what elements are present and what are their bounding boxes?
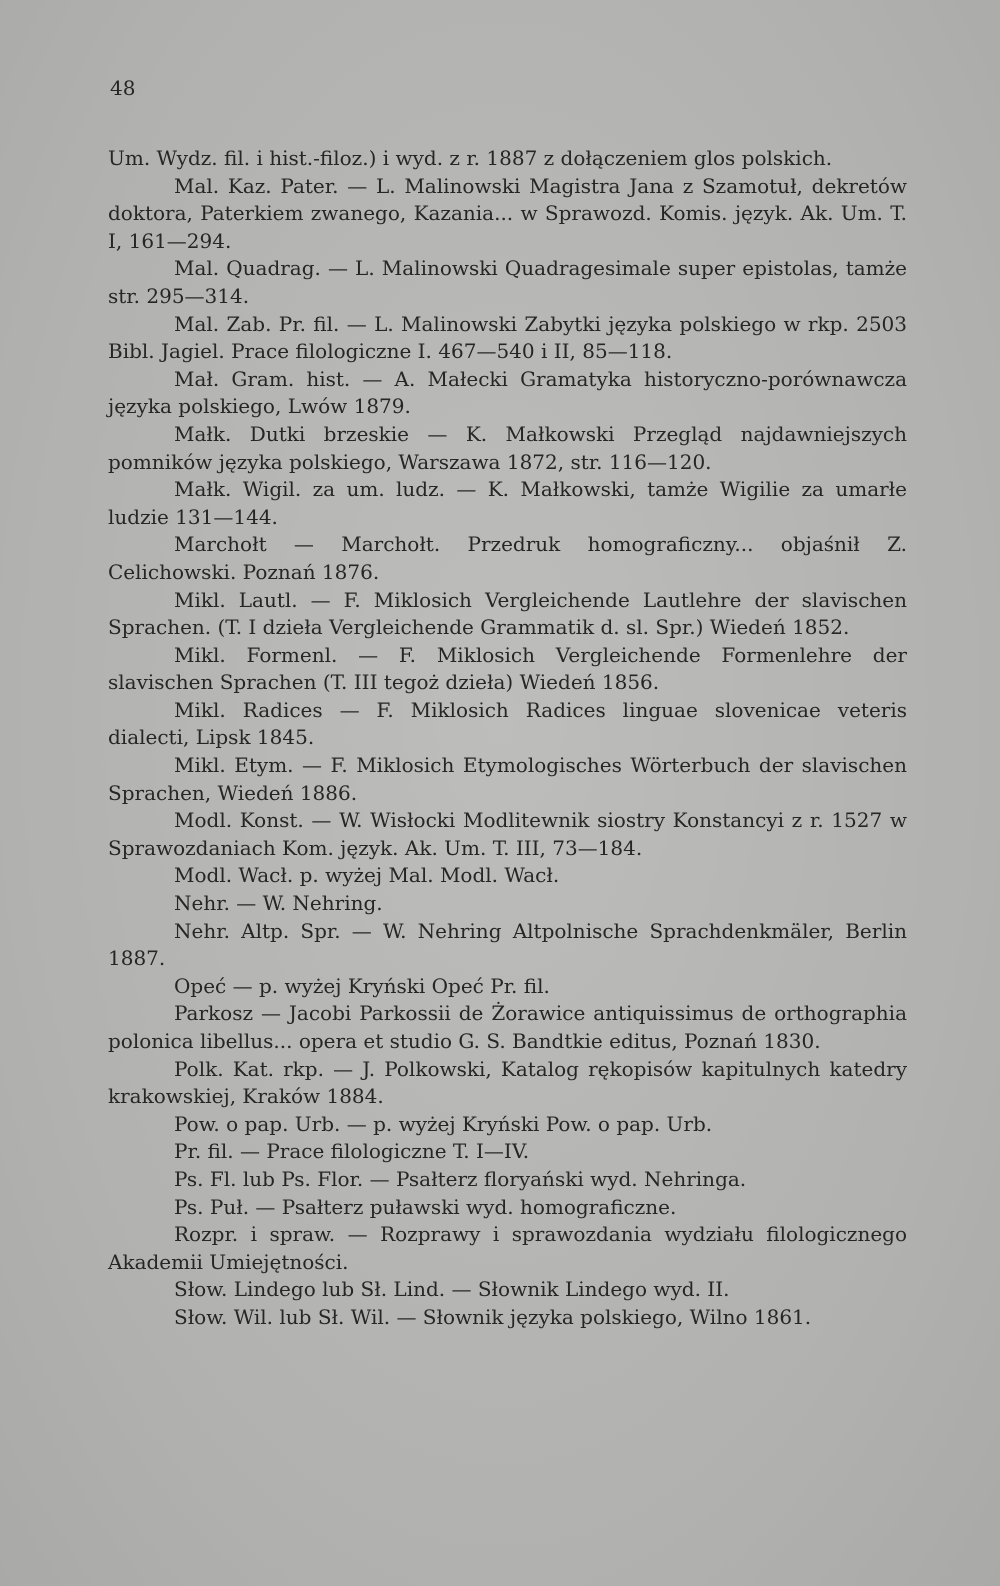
abbreviation-list bbox=[108, 145, 907, 1332]
list-entry: Marchołt — Marchołt. Przedruk homograficzny... objaśnił Z. Celichowski. Poznań 1876. bbox=[108, 532, 907, 584]
list-entry: Pr. fil. — Prace filologiczne T. I—IV. bbox=[174, 1139, 530, 1164]
list-entry: Mikl. Etym. — F. Miklosich Etymologisches Wörterbuch der slavischen Sprachen, Wiedeń 1886. bbox=[108, 753, 907, 805]
list-entry: Słow. Lindego lub Sł. Lind. — Słownik Lindego wyd. II. bbox=[174, 1277, 730, 1302]
list-entry: Ps. Puł. — Psałterz puławski wyd. homograficzne. bbox=[174, 1194, 677, 1219]
list-entry: Małk. Dutki brzeskie — K. Małkowski Przegląd najdawniejszych pomników języka polskiego, Warszawa 1872, str. 116—120. bbox=[108, 421, 907, 474]
list-entry: Opeć — p. wyżej Kryński Opeć Pr. fil. bbox=[174, 973, 550, 998]
list-entry: Modl. Wacł. p. wyżej Mal. Modl. Wacł. bbox=[174, 863, 560, 888]
list-entry: Nehr. — W. Nehring. bbox=[174, 891, 383, 916]
list-entry: Słow. Wil. lub Sł. Wil. — Słownik języka polskiego, Wilno 1861. bbox=[174, 1304, 812, 1329]
list-entry: Parkosz — Jacobi Parkossii de Żorawice antiquissimus de orthographia polonica libellus... opera et studio G. S. Bandtkie editus, Poznań 1830. bbox=[108, 1001, 907, 1053]
list-entry: Um. Wydz. fil. i hist.-filoz.) i wyd. z r. 1887 z dołączeniem glos polskich. bbox=[108, 146, 833, 170]
list-entry: Mal. Zab. Pr. fil. — L. Malinowski Zabytki języka polskiego w rkp. 2503 Bibl. Jagiel. Prace filologiczne I. 467—540 i II, 85—118. bbox=[108, 311, 907, 364]
list-entry: Modl. Konst. — W. Wisłocki Modlitewnik siostry Konstancyi z r. 1527 w Sprawozdaniach Kom. język. Ak. Um. T. III, 73—184. bbox=[108, 808, 907, 860]
list-entry: Polk. Kat. rkp. — J. Polkowski, Katalog rękopisów kapitulnych katedry krakowskiej, Kraków 1884. bbox=[108, 1056, 907, 1109]
page-number: 48 bbox=[110, 76, 136, 100]
list-entry: Pow. o pap. Urb. — p. wyżej Kryński Pow. o pap. Urb. bbox=[174, 1111, 713, 1136]
list-entry: Mikl. Formenl. — F. Miklosich Vergleichende Formenlehre der slavischen Sprachen (T. III tegoż dzieła) Wiedeń 1856. bbox=[108, 642, 907, 695]
list-entry: Mal. Quadrag. — L. Malinowski Quadragesimale super epistolas, tamże str. 295—314. bbox=[108, 256, 907, 308]
list-entry: Nehr. Altp. Spr. — W. Nehring Altpolnische Sprachdenkmäler, Berlin 1887. bbox=[108, 918, 907, 971]
list-entry: Mał. Gram. hist. — A. Małecki Gramatyka historyczno-porównawcza języka polskiego, Lwów 1879. bbox=[108, 366, 907, 419]
list-entry: Ps. Fl. lub Ps. Flor. — Psałterz floryański wyd. Nehringa. bbox=[174, 1166, 747, 1191]
list-entry: Mikl. Radices — F. Miklosich Radices linguae slovenicae veteris dialecti, Lipsk 1845. bbox=[108, 697, 907, 750]
list-entry: Mikl. Lautl. — F. Miklosich Vergleichende Lautlehre der slavischen Sprachen. (T. I dzieła Vergleichende Grammatik d. sl. Spr.) Wiedeń 1852. bbox=[108, 587, 907, 640]
list-entry: Małk. Wigil. za um. ludz. — K. Małkowski, tamże Wigilie za umarłe ludzie 131—144. bbox=[108, 477, 907, 529]
list-entry: Mal. Kaz. Pater. — L. Malinowski Magistra Jana z Szamotuł, dekretów doktora, Paterkiem zwanego, Kazania... w Sprawozd. Komis. język. Ak. Um. T. I, 161—294. bbox=[108, 173, 907, 253]
list-entry: Rozpr. i spraw. — Rozprawy i sprawozdania wydziału filologicznego Akademii Umiejętności. bbox=[108, 1222, 907, 1274]
